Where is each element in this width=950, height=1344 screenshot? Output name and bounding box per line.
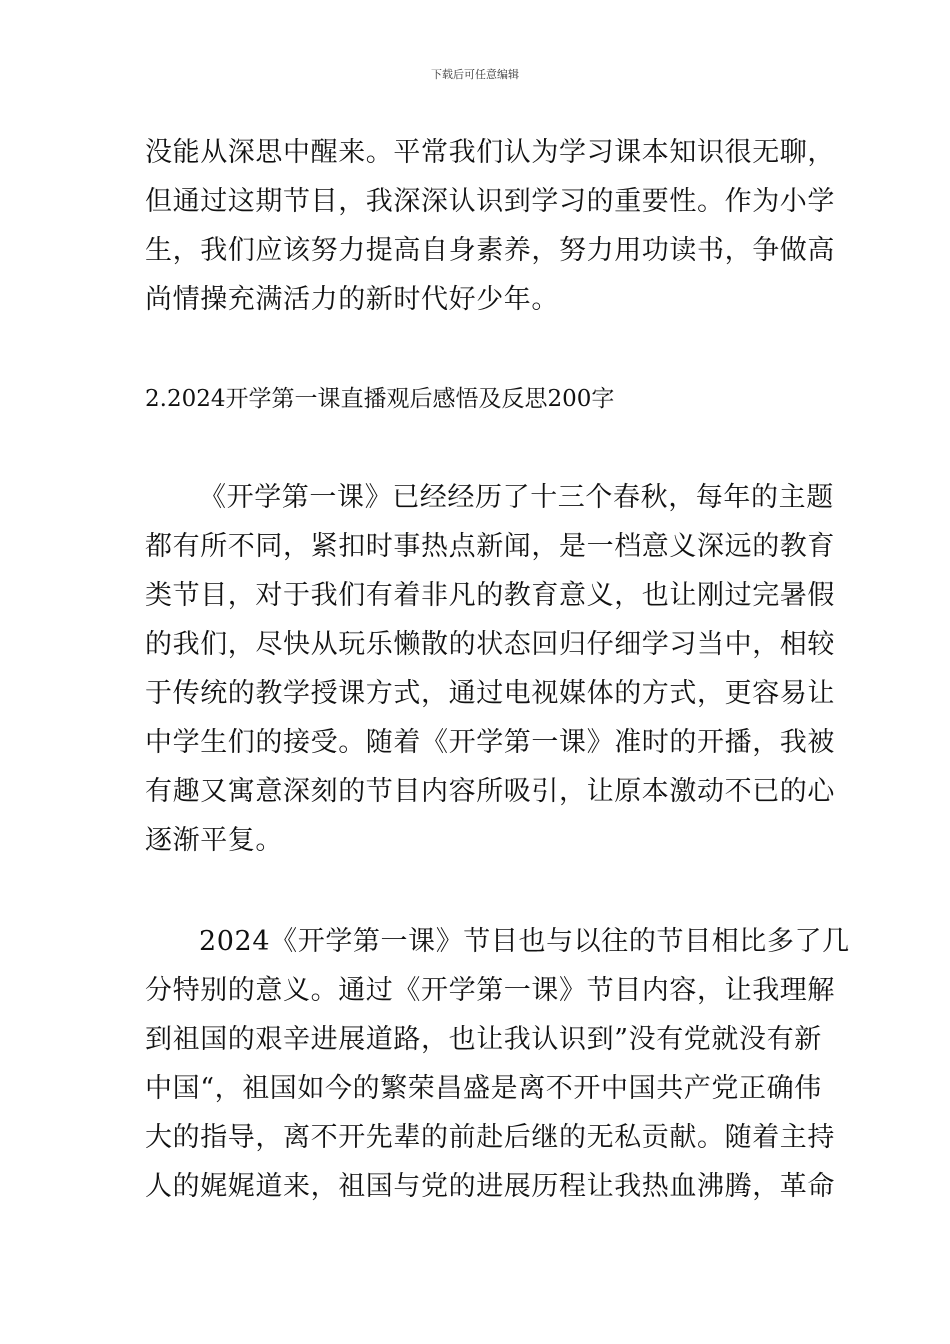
paragraph-3 <box>145 917 850 1211</box>
page-header: 下载后可任意编辑 <box>431 68 519 81</box>
text-line: 于传统的教学授课方式，通过电视媒体的方式，更容易让 <box>145 678 835 709</box>
text-line: 到祖国的艰辛进展道路，也让我认识到”没有党就没有新 <box>145 1024 822 1055</box>
text-line: 都有所不同，紧扣时事热点新闻，是一档意义深远的教育 <box>145 531 835 562</box>
text-line: 2024《开学第一课》节目也与以往的节目相比多了几 <box>199 926 850 957</box>
text-line: 大的指导，离不开先辈的前赴后继的无私贡献。随着主持 <box>145 1122 835 1153</box>
paragraph-2 <box>145 473 835 865</box>
text-line: 人的娓娓道来，祖国与党的进展历程让我热血沸腾，革命 <box>145 1171 835 1202</box>
text-line: 的我们，尽快从玩乐懒散的状态回归仔细学习当中，相较 <box>145 629 835 660</box>
text-line: 尚情操充满活力的新时代好少年。 <box>145 284 559 315</box>
section-heading: 2.2024开学第一课直播观后感悟及反思200字 <box>145 386 615 412</box>
text-line: 生，我们应该努力提高自身素养，努力用功读书，争做高 <box>145 235 835 266</box>
text-line: 没能从深思中醒来。平常我们认为学习课本知识很无聊， <box>145 137 835 168</box>
text-line: 逐渐平复。 <box>145 825 283 856</box>
text-line: 分特别的意义。通过《开学第一课》节目内容，让我理解 <box>145 975 835 1006</box>
text-line: 类节目，对于我们有着非凡的教育意义，也让刚过完暑假 <box>145 580 835 611</box>
text-line: 中学生们的接受。随着《开学第一课》准时的开播，我被 <box>145 727 835 758</box>
text-line: 中国“，祖国如今的繁荣昌盛是离不开中国共产党正确伟 <box>145 1073 822 1104</box>
paragraph-1 <box>145 128 835 324</box>
text-line: 但通过这期节目，我深深认识到学习的重要性。作为小学 <box>145 186 835 217</box>
text-line: 《开学第一课》已经经历了十三个春秋，每年的主题 <box>199 482 834 513</box>
text-line: 有趣又寓意深刻的节目内容所吸引，让原本激动不已的心 <box>145 776 835 807</box>
